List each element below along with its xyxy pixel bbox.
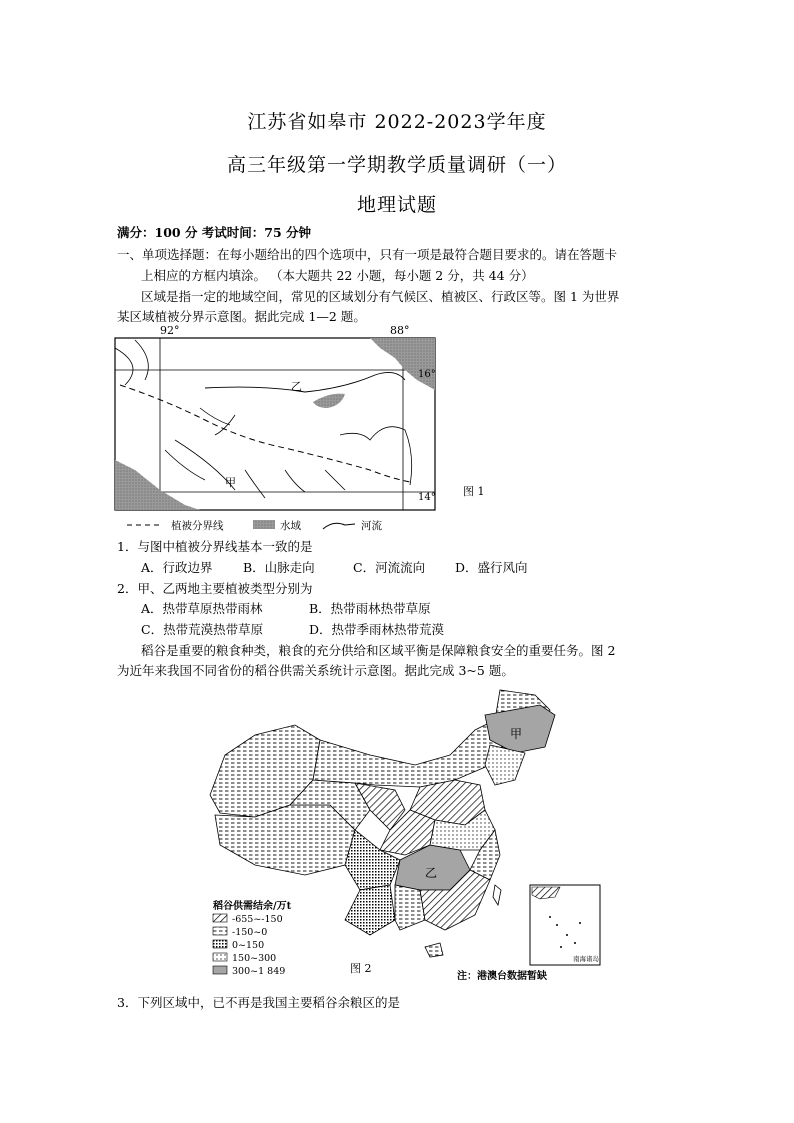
lake: [313, 394, 345, 408]
map-label-yi: 乙: [425, 866, 438, 880]
label-yi: 乙: [291, 380, 302, 393]
q1-option-d: D．盛行风向: [455, 560, 528, 575]
q2-option-c: C．热带荒漠热带草原: [141, 622, 264, 637]
legend-river-symbol: [323, 523, 355, 529]
rivers-south: [165, 440, 345, 498]
q1-option-c: C．河流流向: [353, 560, 426, 575]
section1-instruction-2: 上相应的方框内填涂。 （本大题共 22 小题，每小题 2 分，共 44 分）: [141, 268, 534, 283]
inset-label: 南海诸岛: [573, 955, 599, 963]
river-east: [340, 427, 412, 485]
figure-1: [105, 320, 505, 535]
lat-16-label: 16°: [418, 369, 436, 380]
title-line-2: 高三年级第一学期教学质量调研（一）: [226, 154, 567, 176]
q1-option-a: A．行政边界: [141, 560, 213, 575]
region-tibet: [215, 805, 355, 875]
water-body-ne: [370, 338, 435, 390]
legend-item-2: 0~150: [232, 940, 265, 951]
section1-instruction-1: 一、单项选择题：在每小题给出的四个选项中，只有一项是最符合题目要求的。请在答题卡: [117, 247, 618, 262]
q2-option-b: B．热带雨林热带草原: [309, 601, 431, 616]
region-yunnan: [345, 885, 395, 935]
title-line-1: 江苏省如皋市 2022-2023学年度: [247, 111, 547, 133]
q2-option-a: A．热带草原热带雨林: [141, 601, 263, 616]
q1-option-b: B．山脉走向: [243, 560, 315, 575]
title-line-3: 地理试题: [356, 194, 437, 216]
exam-info: 满分：100 分 考试时间：75 分钟: [117, 225, 312, 240]
legend-swatch-1: [213, 927, 227, 935]
q3-stem: 3．下列区域中，已不再是我国主要稻谷余粮区的是: [117, 995, 400, 1010]
label-jia: 甲: [225, 476, 236, 489]
passage2-line-1: 稻谷是重要的粮食种类，粮食的充分供给和区域平衡是保障粮食安全的重要任务。图 2: [141, 643, 616, 658]
figure-1-caption: 图 1: [463, 485, 485, 498]
legend-item-3: 150~300: [232, 953, 277, 964]
figure-2: [195, 685, 615, 985]
figure-2-note: 注：港澳台数据暂缺: [457, 971, 547, 982]
lon-88-label: 88°: [390, 324, 410, 337]
vegetation-boundary: [120, 385, 410, 482]
legend-swatch-0: [213, 914, 227, 922]
q2-stem: 2．甲、乙两地主要植被类型分别为: [117, 581, 313, 596]
lat-14-label: 14°: [418, 492, 436, 503]
legend-river-label: 河流: [361, 520, 382, 532]
legend-water-symbol: [253, 520, 275, 529]
legend-water-label: 水域: [280, 520, 301, 532]
map-label-jia: 甲: [510, 727, 523, 741]
q2-option-d: D．热带季雨林热带荒漠: [309, 622, 445, 637]
river-west: [200, 408, 235, 435]
passage2-line-2: 为近年来我国不同省份的稻谷供需关系统计示意图。据此完成 3~5 题。: [117, 663, 514, 678]
legend-item-1: -150~0: [232, 927, 268, 938]
legend-item-0: -655~-150: [232, 914, 283, 925]
legend-item-4: 300~1 849: [232, 966, 286, 977]
coast-line: [115, 340, 148, 385]
passage1-line-1: 区域是指一定的地域空间，常见的区域划分有气候区、植被区、行政区等。图 1 为世界: [141, 289, 620, 304]
river-north: [205, 372, 405, 392]
legend-swatch-4: [213, 966, 227, 974]
q1-stem: 1．与图中植被分界线基本一致的是: [117, 539, 313, 554]
legend-swatch-3: [213, 953, 227, 961]
lon-92-label: 92°: [160, 324, 180, 337]
region-hainan: [425, 943, 443, 957]
map-frame: [115, 338, 435, 510]
water-body-sw: [115, 460, 200, 510]
passage1-line-2: 某区域植被分界示意图。据此完成 1—2 题。: [117, 309, 366, 324]
region-inner-mongolia: [313, 720, 515, 787]
legend-title: 稻谷供需结余/万t: [213, 901, 292, 912]
region-taiwan: [493, 885, 501, 905]
legend-swatch-2: [213, 940, 227, 948]
figure-2-caption: 图 2: [350, 962, 372, 975]
legend-boundary-label: 植被分界线: [171, 520, 224, 532]
